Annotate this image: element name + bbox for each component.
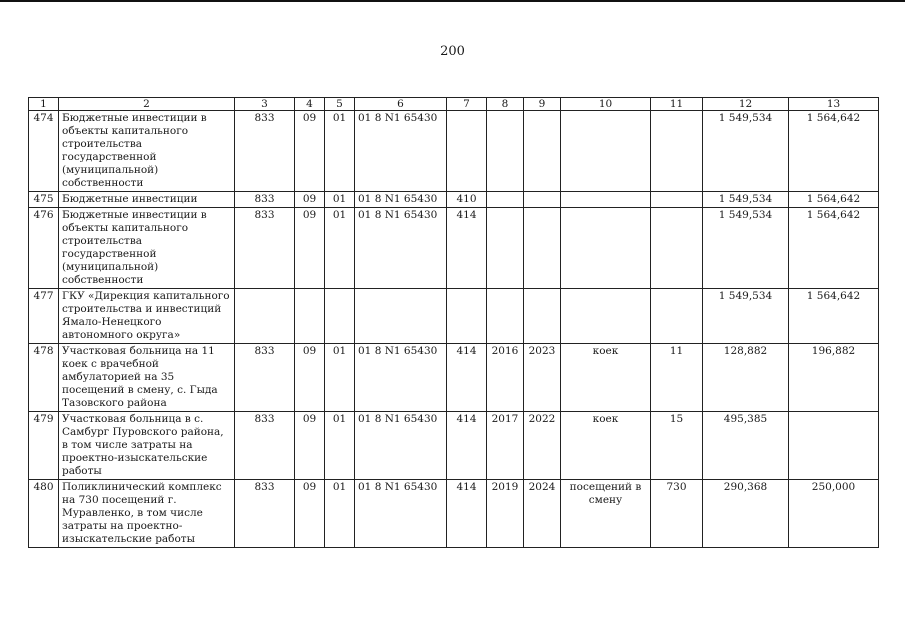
header-cell-col-9: 9 (524, 98, 561, 111)
table-row (29, 480, 879, 548)
ministry-code-cell: 833 (235, 412, 295, 480)
row-name-cell: ГКУ «Дирекция капитального строительства и инвестиций Ямало-Ненецкого автономного округа» (59, 289, 235, 344)
amount-year-1-cell: 1 549,534 (703, 192, 789, 208)
end-year-cell: 2023 (524, 344, 561, 412)
start-year-cell (487, 111, 524, 192)
capacity-cell: 730 (651, 480, 703, 548)
table-row (29, 111, 879, 192)
table-row (29, 344, 879, 412)
target-article-cell: 01 8 N1 65430 (355, 412, 447, 480)
unit-cell: посещений в смену (561, 480, 651, 548)
subsection-code-cell (325, 289, 355, 344)
end-year-cell: 2024 (524, 480, 561, 548)
section-code-cell: 09 (295, 480, 325, 548)
capacity-cell: 15 (651, 412, 703, 480)
expense-type-cell: 414 (447, 412, 487, 480)
section-code-cell: 09 (295, 111, 325, 192)
header-cell-col-7: 7 (447, 98, 487, 111)
subsection-code-cell: 01 (325, 480, 355, 548)
ministry-code-cell: 833 (235, 344, 295, 412)
header-cell-col-6: 6 (355, 98, 447, 111)
row-number-cell: 476 (29, 208, 59, 289)
target-article-cell (355, 289, 447, 344)
header-cell-col-10: 10 (561, 98, 651, 111)
budget-table (28, 97, 879, 548)
header-cell-col-8: 8 (487, 98, 524, 111)
target-article-cell: 01 8 N1 65430 (355, 480, 447, 548)
amount-year-2-cell: 1 564,642 (789, 192, 879, 208)
amount-year-2-cell: 1 564,642 (789, 111, 879, 192)
end-year-cell (524, 192, 561, 208)
end-year-cell (524, 111, 561, 192)
header-cell-col-4: 4 (295, 98, 325, 111)
start-year-cell: 2019 (487, 480, 524, 548)
subsection-code-cell: 01 (325, 412, 355, 480)
ministry-code-cell: 833 (235, 208, 295, 289)
header-cell-col-13: 13 (789, 98, 879, 111)
amount-year-1-cell: 1 549,534 (703, 111, 789, 192)
row-number-cell: 474 (29, 111, 59, 192)
amount-year-1-cell: 1 549,534 (703, 208, 789, 289)
start-year-cell: 2016 (487, 344, 524, 412)
expense-type-cell: 414 (447, 208, 487, 289)
page-number: 200 (440, 44, 465, 59)
target-article-cell: 01 8 N1 65430 (355, 111, 447, 192)
header-cell-col-5: 5 (325, 98, 355, 111)
table-row (29, 192, 879, 208)
unit-cell: коек (561, 344, 651, 412)
header-cell-col-2: 2 (59, 98, 235, 111)
row-number-cell: 478 (29, 344, 59, 412)
unit-cell (561, 208, 651, 289)
ministry-code-cell (235, 289, 295, 344)
capacity-cell (651, 289, 703, 344)
amount-year-2-cell: 250,000 (789, 480, 879, 548)
header-row (29, 98, 879, 111)
table-row (29, 289, 879, 344)
amount-year-2-cell: 196,882 (789, 344, 879, 412)
end-year-cell (524, 208, 561, 289)
unit-cell (561, 289, 651, 344)
section-code-cell: 09 (295, 208, 325, 289)
capacity-cell (651, 208, 703, 289)
start-year-cell (487, 208, 524, 289)
ministry-code-cell: 833 (235, 480, 295, 548)
amount-year-1-cell: 495,385 (703, 412, 789, 480)
expense-type-cell: 414 (447, 344, 487, 412)
amount-year-1-cell: 128,882 (703, 344, 789, 412)
table-body (29, 98, 879, 548)
ministry-code-cell: 833 (235, 192, 295, 208)
table-row (29, 412, 879, 480)
header-cell-col-11: 11 (651, 98, 703, 111)
row-name-cell: Бюджетные инвестиции в объекты капитального строительства государственной (муниципальной) собственности (59, 208, 235, 289)
target-article-cell: 01 8 N1 65430 (355, 208, 447, 289)
amount-year-2-cell (789, 412, 879, 480)
end-year-cell (524, 289, 561, 344)
amount-year-2-cell: 1 564,642 (789, 208, 879, 289)
capacity-cell: 11 (651, 344, 703, 412)
section-code-cell: 09 (295, 344, 325, 412)
end-year-cell: 2022 (524, 412, 561, 480)
subsection-code-cell: 01 (325, 208, 355, 289)
header-cell-col-1: 1 (29, 98, 59, 111)
unit-cell (561, 111, 651, 192)
row-name-cell: Поликлинический комплекс на 730 посещений г. Муравленко, в том числе затраты на проектно-изыскательские работы (59, 480, 235, 548)
section-code-cell: 09 (295, 192, 325, 208)
row-number-cell: 480 (29, 480, 59, 548)
header-cell-col-3: 3 (235, 98, 295, 111)
expense-type-cell: 414 (447, 480, 487, 548)
subsection-code-cell: 01 (325, 111, 355, 192)
table-row (29, 208, 879, 289)
amount-year-2-cell: 1 564,642 (789, 289, 879, 344)
row-number-cell: 479 (29, 412, 59, 480)
capacity-cell (651, 111, 703, 192)
top-rule (0, 0, 905, 2)
expense-type-cell (447, 289, 487, 344)
row-name-cell: Бюджетные инвестиции (59, 192, 235, 208)
header-cell-col-12: 12 (703, 98, 789, 111)
amount-year-1-cell: 1 549,534 (703, 289, 789, 344)
subsection-code-cell: 01 (325, 192, 355, 208)
subsection-code-cell: 01 (325, 344, 355, 412)
expense-type-cell: 410 (447, 192, 487, 208)
target-article-cell: 01 8 N1 65430 (355, 344, 447, 412)
unit-cell: коек (561, 412, 651, 480)
amount-year-1-cell: 290,368 (703, 480, 789, 548)
row-number-cell: 477 (29, 289, 59, 344)
row-name-cell: Участковая больница в с. Самбург Пуровского района, в том числе затраты на проектно-изыскательские работы (59, 412, 235, 480)
row-name-cell: Бюджетные инвестиции в объекты капитального строительства государственной (муниципальной) собственности (59, 111, 235, 192)
start-year-cell (487, 289, 524, 344)
section-code-cell (295, 289, 325, 344)
ministry-code-cell: 833 (235, 111, 295, 192)
start-year-cell: 2017 (487, 412, 524, 480)
target-article-cell: 01 8 N1 65430 (355, 192, 447, 208)
unit-cell (561, 192, 651, 208)
section-code-cell: 09 (295, 412, 325, 480)
capacity-cell (651, 192, 703, 208)
start-year-cell (487, 192, 524, 208)
row-number-cell: 475 (29, 192, 59, 208)
row-name-cell: Участковая больница на 11 коек с врачебной амбулаторией на 35 посещений в смену, с. Гыда Тазовского района (59, 344, 235, 412)
expense-type-cell (447, 111, 487, 192)
